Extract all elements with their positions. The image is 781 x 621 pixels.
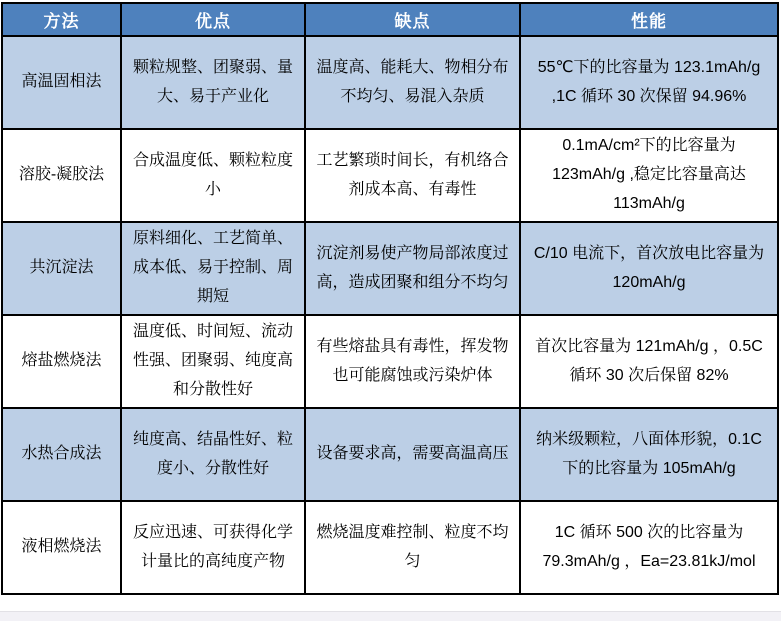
cell-performance: C/10 电流下，首次放电比容量为 120mAh/g xyxy=(520,222,778,315)
cell-performance: 纳米级颗粒，八面体形貌，0.1C 下的比容量为 105mAh/g xyxy=(520,408,778,501)
header-cell-performance: 性能 xyxy=(520,3,778,36)
cell-cons: 温度高、能耗大、物相分布不均匀、易混入杂质 xyxy=(305,36,520,129)
cell-pros: 温度低、时间短、流动性强、团聚弱、纯度高和分散性好 xyxy=(121,315,305,408)
cell-performance: 1C 循环 500 次的比容量为 79.3mAh/g ，Ea=23.81kJ/mol xyxy=(520,501,778,594)
header-cell-pros: 优点 xyxy=(121,3,305,36)
cell-pros: 反应迅速、可获得化学计量比的高纯度产物 xyxy=(121,501,305,594)
cell-method: 水热合成法 xyxy=(2,408,121,501)
table-row xyxy=(2,222,778,315)
cell-pros: 合成温度低、颗粒粒度小 xyxy=(121,129,305,222)
cell-pros: 原料细化、工艺简单、成本低、易于控制、周期短 xyxy=(121,222,305,315)
cell-performance: 0.1mA/cm²下的比容量为 123mAh/g ,稳定比容量高达 113mAh/g xyxy=(520,129,778,222)
cell-cons: 工艺繁琐时间长，有机络合剂成本高、有毒性 xyxy=(305,129,520,222)
cell-method: 共沉淀法 xyxy=(2,222,121,315)
cell-cons: 燃烧温度难控制、粒度不均匀 xyxy=(305,501,520,594)
page-bottom-strip xyxy=(0,611,781,621)
header-row xyxy=(2,3,778,36)
table-row xyxy=(2,501,778,594)
table-row xyxy=(2,36,778,129)
method-comparison-table xyxy=(1,2,779,595)
cell-performance: 首次比容量为 121mAh/g ，0.5C 循环 30 次后保留 82% xyxy=(520,315,778,408)
cell-performance: 55℃下的比容量为 123.1mAh/g ,1C 循环 30 次保留 94.96% xyxy=(520,36,778,129)
cell-method: 溶胶-凝胶法 xyxy=(2,129,121,222)
cell-cons: 有些熔盐具有毒性，挥发物也可能腐蚀或污染炉体 xyxy=(305,315,520,408)
cell-method: 液相燃烧法 xyxy=(2,501,121,594)
table-body xyxy=(2,36,778,594)
cell-cons: 沉淀剂易使产物局部浓度过高，造成团聚和组分不均匀 xyxy=(305,222,520,315)
table-row xyxy=(2,129,778,222)
header-cell-method: 方法 xyxy=(2,3,121,36)
cell-pros: 纯度高、结晶性好、粒度小、分散性好 xyxy=(121,408,305,501)
table-row xyxy=(2,315,778,408)
table-row xyxy=(2,408,778,501)
header-cell-cons: 缺点 xyxy=(305,3,520,36)
cell-method: 高温固相法 xyxy=(2,36,121,129)
cell-pros: 颗粒规整、团聚弱、量大、易于产业化 xyxy=(121,36,305,129)
cell-cons: 设备要求高，需要高温高压 xyxy=(305,408,520,501)
cell-method: 熔盐燃烧法 xyxy=(2,315,121,408)
